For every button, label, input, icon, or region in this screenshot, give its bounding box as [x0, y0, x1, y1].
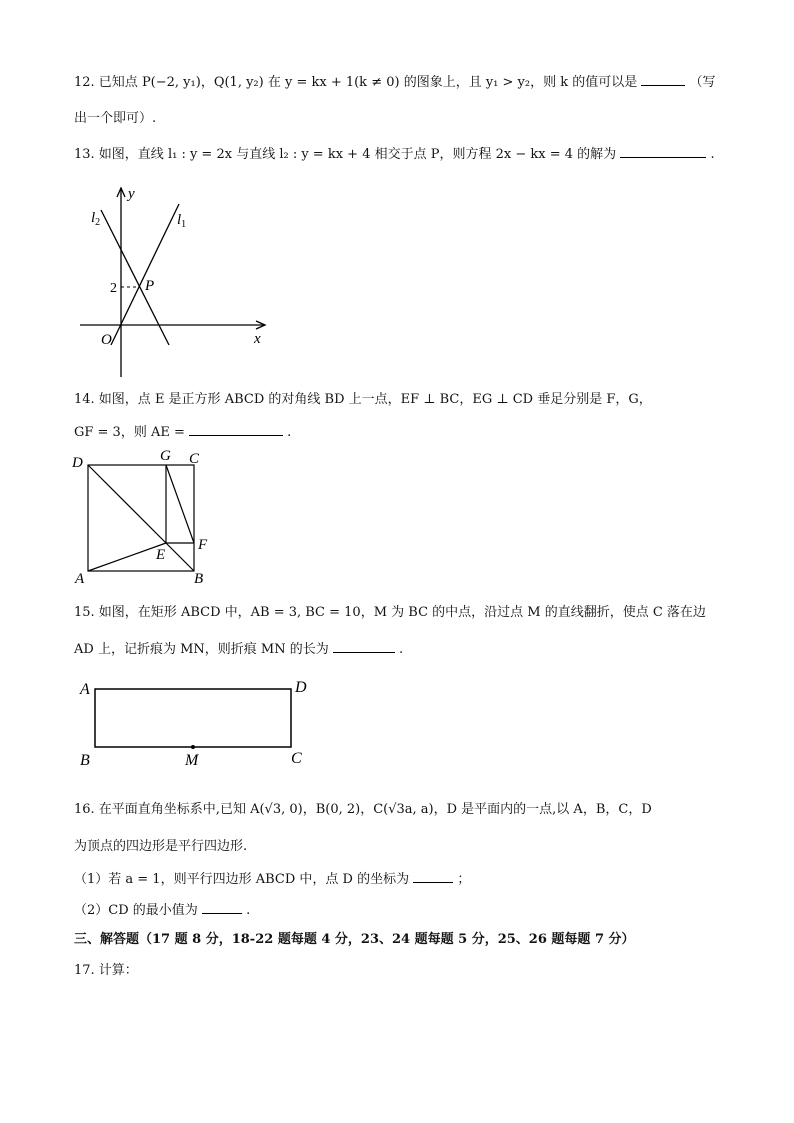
q14-answer-blank[interactable] [189, 423, 283, 436]
q15-label-B: B [80, 752, 90, 769]
q13-stem-end: . [710, 147, 715, 162]
q16-part1-end: ； [457, 872, 471, 887]
q14-label-F: F [198, 537, 208, 553]
q16-part1-answer-blank[interactable] [413, 870, 453, 883]
q15-label-M: M [185, 752, 199, 769]
q15-figure [75, 672, 320, 772]
q15-point-M [191, 745, 195, 749]
q16-part1-stem: （1）若 a = 1，则平行四边形 ABCD 中，点 D 的坐标为 [74, 872, 410, 887]
q16-line1: 16. 在平面直角坐标系中,已知 A(√3, 0)，B(0, 2)，C(√3a, a)，D 是平面内的一点,以 A，B，C，D [74, 802, 652, 817]
q15-answer-blank[interactable] [333, 640, 395, 653]
q16-part2-stem: （2）CD 的最小值为 [74, 903, 198, 918]
q13-label-P: P [145, 278, 155, 294]
section3-heading: 三、解答题（17 题 8 分，18-22 题每题 4 分，23、24 题每题 5 分，25、26 题每题 7 分） [74, 932, 635, 947]
q14-stem: GF = 3，则 AE = [74, 425, 185, 440]
q15-label-D: D [295, 679, 307, 696]
q13-line1 [74, 145, 715, 164]
q14-diagonal-BD [88, 465, 194, 571]
q14-label-B: B [194, 571, 204, 587]
q14-segment-AE [88, 543, 166, 571]
q15-stem-end: . [399, 642, 404, 657]
q15-line1: 15. 如图，在矩形 ABCD 中，AB = 3, BC = 10，M 为 BC 的中点，沿过点 M 的直线翻折，使点 C 落在边 [74, 605, 706, 620]
q14-line2 [74, 423, 291, 442]
q13-label-x: x [254, 331, 261, 347]
q14-label-A: A [75, 571, 85, 587]
q16-part2-end: . [246, 903, 251, 918]
q12-stem-end: （写 [689, 75, 716, 90]
q13-stem: 13. 如图，直线 l₁ : y = 2x 与直线 l₂ : y = kx + 4 相交于点 P，则方程 2x − kx = 4 的解为 [74, 147, 617, 162]
q14-label-G: G [160, 448, 171, 464]
q12-answer-blank[interactable] [641, 73, 685, 86]
q15-stem: AD 上，记折痕为 MN，则折痕 MN 的长为 [74, 642, 329, 657]
q15-line2 [74, 640, 403, 659]
q13-label-2: 2 [110, 281, 117, 296]
q16-line3 [74, 870, 470, 889]
q14-segment-GF [166, 465, 194, 543]
q15-label-A: A [80, 681, 90, 698]
q13-label-l2: $l_2$ [91, 210, 101, 228]
q16-part2-answer-blank[interactable] [202, 901, 242, 914]
q12-line1 [74, 73, 716, 92]
q13-label-y: y [128, 186, 135, 202]
q12-line2: 出一个即可）. [74, 111, 157, 126]
q15-label-C: C [291, 750, 302, 767]
q14-label-C: C [189, 451, 200, 467]
q13-label-l1: $l_1$ [177, 212, 187, 230]
q14-figure [70, 445, 220, 590]
q12-stem: 12. 已知点 P(−2, y₁)，Q(1, y₂) 在 y = kx + 1(k ≠ 0) 的图象上，且 y₁ > y₂，则 k 的值可以是 [74, 75, 638, 90]
q13-label-origin: O [101, 332, 112, 348]
q16-line4 [74, 901, 250, 920]
q14-label-E: E [156, 547, 166, 563]
q14-line1: 14. 如图，点 E 是正方形 ABCD 的对角线 BD 上一点，EF ⊥ BC，EG ⊥ CD 垂足分别是 F，G， [74, 392, 652, 407]
q16-line2: 为顶点的四边形是平行四边形. [74, 839, 248, 854]
q14-label-D: D [72, 455, 83, 471]
q13-figure [75, 182, 275, 377]
q14-stem-end: . [287, 425, 292, 440]
q15-rectangle [95, 689, 291, 747]
q13-answer-blank[interactable] [620, 145, 706, 158]
q17-line1: 17. 计算： [74, 963, 138, 978]
